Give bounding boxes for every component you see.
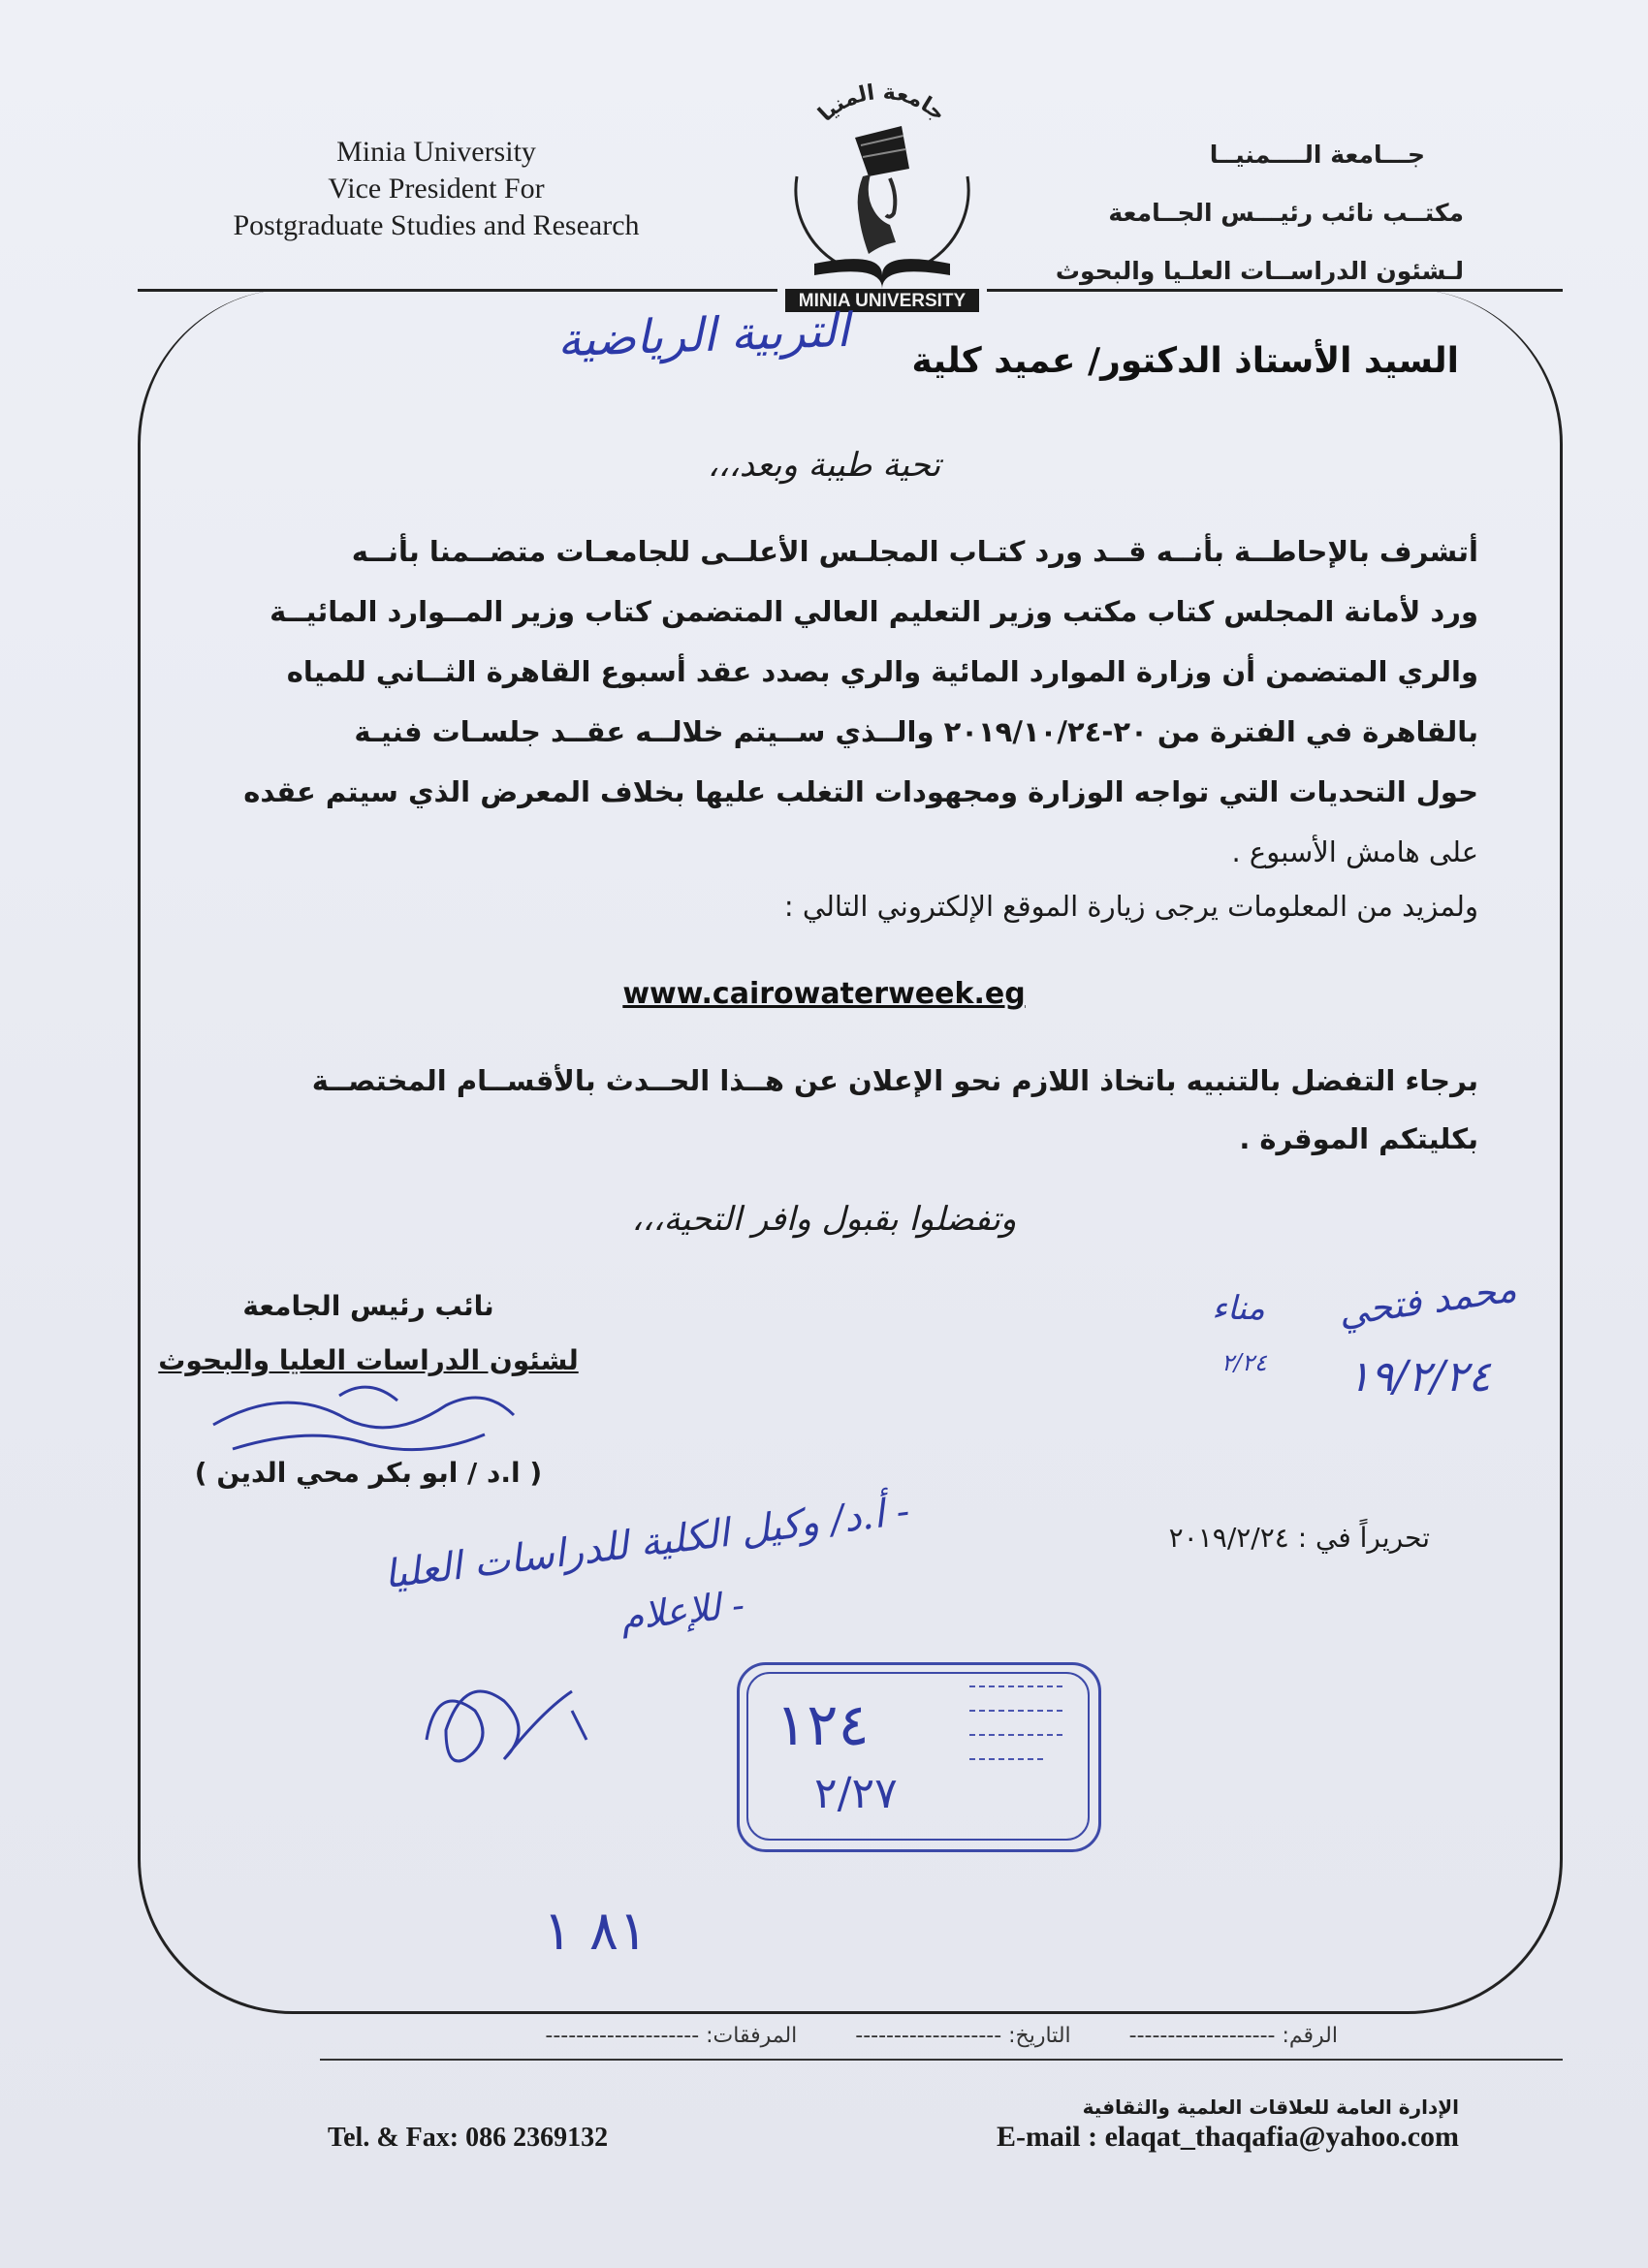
ar-line-2: مكتــب نائب رئيـــس الجــامعة xyxy=(1108,199,1464,227)
logo-band-text: MINIA UNIVERSITY xyxy=(798,291,967,311)
addressee-handwritten: التربية الرياضية xyxy=(556,302,851,368)
signatory-title: نائب رئيس الجامعة xyxy=(242,1290,494,1322)
body-line: ورد لأمانة المجلس كتاب مكتب وزير التعليم العالي المتضمن كتاب وزير المــوارد المائيــة xyxy=(269,595,1478,628)
attachments-field: المرفقات: -------------------- xyxy=(545,2024,798,2048)
body-line: على هامش الأسبوع . xyxy=(1231,835,1478,868)
handwritten-note-2: مناء xyxy=(1212,1289,1265,1328)
footer-divider xyxy=(320,2059,1563,2061)
closing-line: وتفضلوا بقبول وافر التحية،،، xyxy=(631,1200,1017,1239)
arabic-letterhead xyxy=(960,126,1464,300)
request-paragraph xyxy=(213,1052,1478,1168)
nefertiti-logo-icon xyxy=(776,60,989,314)
reference-field: الرقم: ------------------- xyxy=(1128,2024,1338,2048)
ar-line-3: لـشئون الدراســات العلـيا والبحوث xyxy=(1055,257,1464,285)
handwritten-date: ١٩/٢/٢٤ xyxy=(1347,1352,1491,1402)
stamp-date: ٢/٢٧ xyxy=(814,1769,898,1818)
signatory-office: لشئون الدراسات العليا والبحوث xyxy=(158,1344,579,1376)
body-line: والري المتضمن أن وزارة الموارد المائية والري بصدد عقد أسبوع القاهرة الثــاني للمياه xyxy=(286,655,1478,688)
footer-fields xyxy=(407,2024,1338,2048)
stamp-seal-text-icon xyxy=(950,1667,1086,1774)
info-line: ولمزيد من المعلومات يرجى زيارة الموقع الإلكتروني التالي : xyxy=(783,890,1478,923)
body-line: أتشرف بالإحاطــة بأنــه قــد ورد كتـاب المجلـس الأعلــى للجامعـات متضــمنا بأنــه xyxy=(351,535,1478,568)
letter-body xyxy=(213,521,1478,882)
addressee-line: السيد الأستاذ الدكتور/ عميد كلية xyxy=(911,341,1459,381)
date-field: التاريخ: ------------------- xyxy=(855,2024,1071,2048)
event-url-link[interactable]: www.cairowaterweek.eg xyxy=(622,977,1026,1011)
handwritten-file-number: ٨١ ١ xyxy=(543,1900,649,1963)
en-line-2: Vice President For xyxy=(328,173,545,205)
handwritten-small-date: ٢/٢٤ xyxy=(1221,1349,1267,1376)
body-line: بالقاهرة في الفترة من ٢٠-٢٠١٩/١٠/٢٤ والــذي ســيتم خلالــه عقــد جلسـات فنيـة xyxy=(354,715,1478,748)
issue-date: تحريراً في : ٢٠١٩/٢/٢٤ xyxy=(1168,1522,1430,1554)
initials-signature-icon xyxy=(407,1653,601,1779)
telephone-contact: Tel. & Fax: 086 2369132 xyxy=(328,2123,609,2153)
en-line-1: Minia University xyxy=(336,136,536,168)
body-line: حول التحديات التي تواجه الوزارة ومجهودات التغلب عليها بخلاف المعرض الذي سيتم عقده xyxy=(243,775,1478,808)
department-name: الإدارة العامة للعلاقات العلمية والثقافية xyxy=(1082,2095,1459,2119)
stamp-number: ١٢٤ xyxy=(776,1691,870,1759)
greeting: تحية طيبة وبعد،،، xyxy=(707,446,941,485)
signatory-name: ( ا.د / ابو بكر محي الدين ) xyxy=(194,1457,543,1489)
en-line-3: Postgraduate Studies and Research xyxy=(233,209,640,241)
svg-text:جامعة المنيا xyxy=(814,80,950,127)
english-letterhead xyxy=(174,134,698,244)
handwritten-signature-icon xyxy=(194,1367,543,1473)
handwritten-referral: - أ.د/ وكيل الكلية للدراسات العليا xyxy=(381,1489,912,1598)
handwritten-name-note: محمد فتحي xyxy=(1335,1267,1519,1335)
request-line: بكليتكم الموقرة . xyxy=(1239,1122,1478,1155)
email-contact: E-mail : elaqat_thaqafia@yahoo.com xyxy=(996,2121,1459,2153)
university-logo xyxy=(776,60,989,314)
ar-line-1: جـــامعة الــــمنيــا xyxy=(1209,141,1425,169)
logo-arc-text: جامعة المنيا xyxy=(813,79,950,127)
request-line: برجاء التفضل بالتنبيه باتخاذ اللازم نحو الإعلان عن هــذا الحــدث بالأقســام المختصــة xyxy=(311,1064,1478,1097)
handwritten-referral-2: - للإعلام xyxy=(618,1583,746,1639)
